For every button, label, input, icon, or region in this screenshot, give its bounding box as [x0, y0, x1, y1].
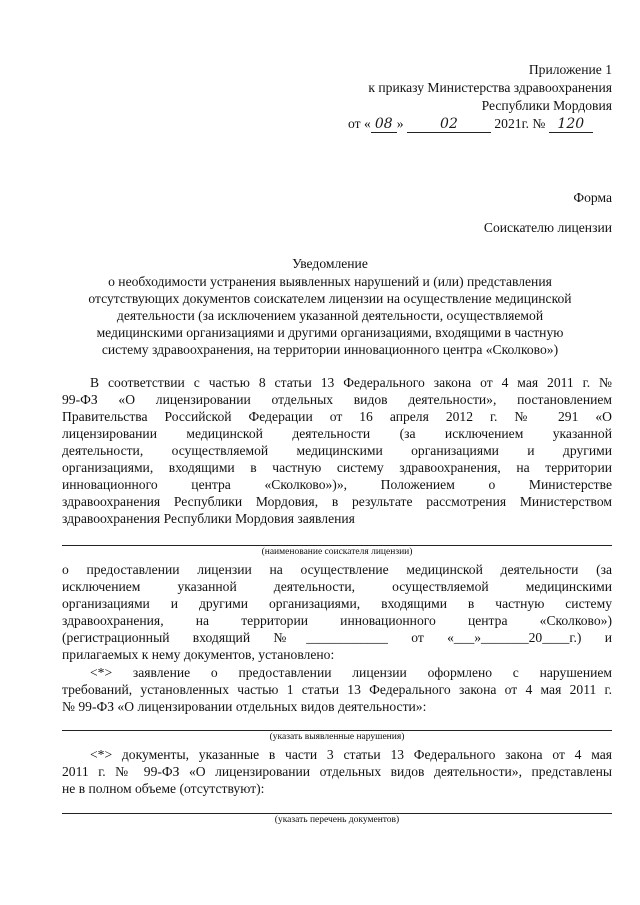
para2-line: здравоохранения, на территории инновационного центра «Сколково») — [62, 613, 612, 628]
violations-line — [62, 730, 612, 731]
title-line: деятельности (за исключением указанной деятельности, осуществляемой — [116, 308, 544, 323]
handwritten-month: 02 — [407, 116, 491, 133]
para1-line: В соответствии с частью 8 статьи 13 Федерального закона от 4 мая 2011 г. № — [90, 375, 612, 390]
para4-line: <*> документы, указанные в части 3 статьи 13 Федерального закона от 4 мая — [90, 747, 612, 762]
applicant-name-line — [62, 545, 612, 546]
title-line: медицинскими организациями и другими организациями, входящими в частную — [96, 325, 564, 340]
handwritten-day: 08 — [371, 116, 397, 133]
title-line: отсутствующих документов соискателем лицензии на осуществление медицинской — [88, 291, 572, 306]
para3-line: № 99-ФЗ «О лицензировании отдельных видов деятельности»: — [62, 699, 427, 714]
title-line: систему здравоохранения, на территории инновационного центра «Сколково») — [101, 342, 559, 357]
applicant-name-caption: (наименование соискателя лицензии) — [261, 547, 413, 557]
para3-line: требований, установленных частью 1 статьи 13 Федерального закона от 4 мая 2011 г. — [62, 682, 612, 697]
para2-line: (регистрационный входящий №____________ от «___»_______20____г.) и — [62, 630, 612, 645]
violations-caption: (указать выявленные нарушения) — [269, 732, 405, 742]
date-prefix: от « — [348, 116, 371, 131]
date-year: 2021г. № — [494, 116, 546, 131]
republic-name: Республики Мордовия — [481, 98, 612, 113]
handwritten-order-number: 120 — [549, 116, 593, 133]
para2-line: о предоставлении лицензии на осуществление медицинской деятельности (за — [62, 562, 612, 577]
para1-line: организациями, входящими в частную систему здравоохранения, на территории — [62, 460, 612, 475]
addressee: Соискателю лицензии — [483, 220, 612, 235]
appendix-label: Приложение 1 — [528, 62, 612, 77]
para4-line: не в полном объеме (отсутствуют): — [62, 781, 265, 796]
para1-line: здравоохранения Республики Мордовия заявления — [62, 511, 355, 526]
para1-line: здравоохранения Республики Мордовия, в результате рассмотрения Министерством — [62, 494, 612, 509]
documents-caption: (указать перечень документов) — [274, 815, 400, 825]
form-label: Форма — [573, 190, 612, 205]
para1-line: 99-ФЗ «О лицензировании отдельных видов деятельности», постановлением — [62, 392, 612, 407]
notice-heading: Уведомление — [292, 256, 368, 271]
date-day-close: » — [396, 116, 404, 131]
para1-line: деятельности, осуществляемой медицинскими организациями и другими — [62, 443, 612, 458]
para3-line: <*> заявление о предоставлении лицензии оформлено с нарушением — [90, 665, 612, 680]
para2-line: прилагаемых к нему документов, установлено: — [62, 647, 335, 662]
order-reference: к приказу Министерства здравоохранения — [368, 80, 612, 95]
para1-line: Правительства Российской Федерации от 16 апреля 2012 г. № 291 «О — [62, 409, 612, 424]
documents-line — [62, 813, 612, 814]
order-date-line — [348, 116, 593, 133]
para1-line: инновационного центра «Сколково»)», Положением о Министерстве — [62, 477, 612, 492]
para1-line: лицензировании медицинской деятельности (за исключением указанной — [62, 426, 612, 441]
para2-line: организациями и другими организациями, входящими в частную систему — [62, 596, 612, 611]
para4-line: 2011 г. № 99-ФЗ «О лицензировании отдельных видов деятельности», представлены — [62, 764, 612, 779]
title-line: о необходимости устранения выявленных нарушений и (или) представления — [108, 274, 552, 289]
para2-line: исключением указанной деятельности, осуществляемой медицинскими — [62, 579, 612, 594]
